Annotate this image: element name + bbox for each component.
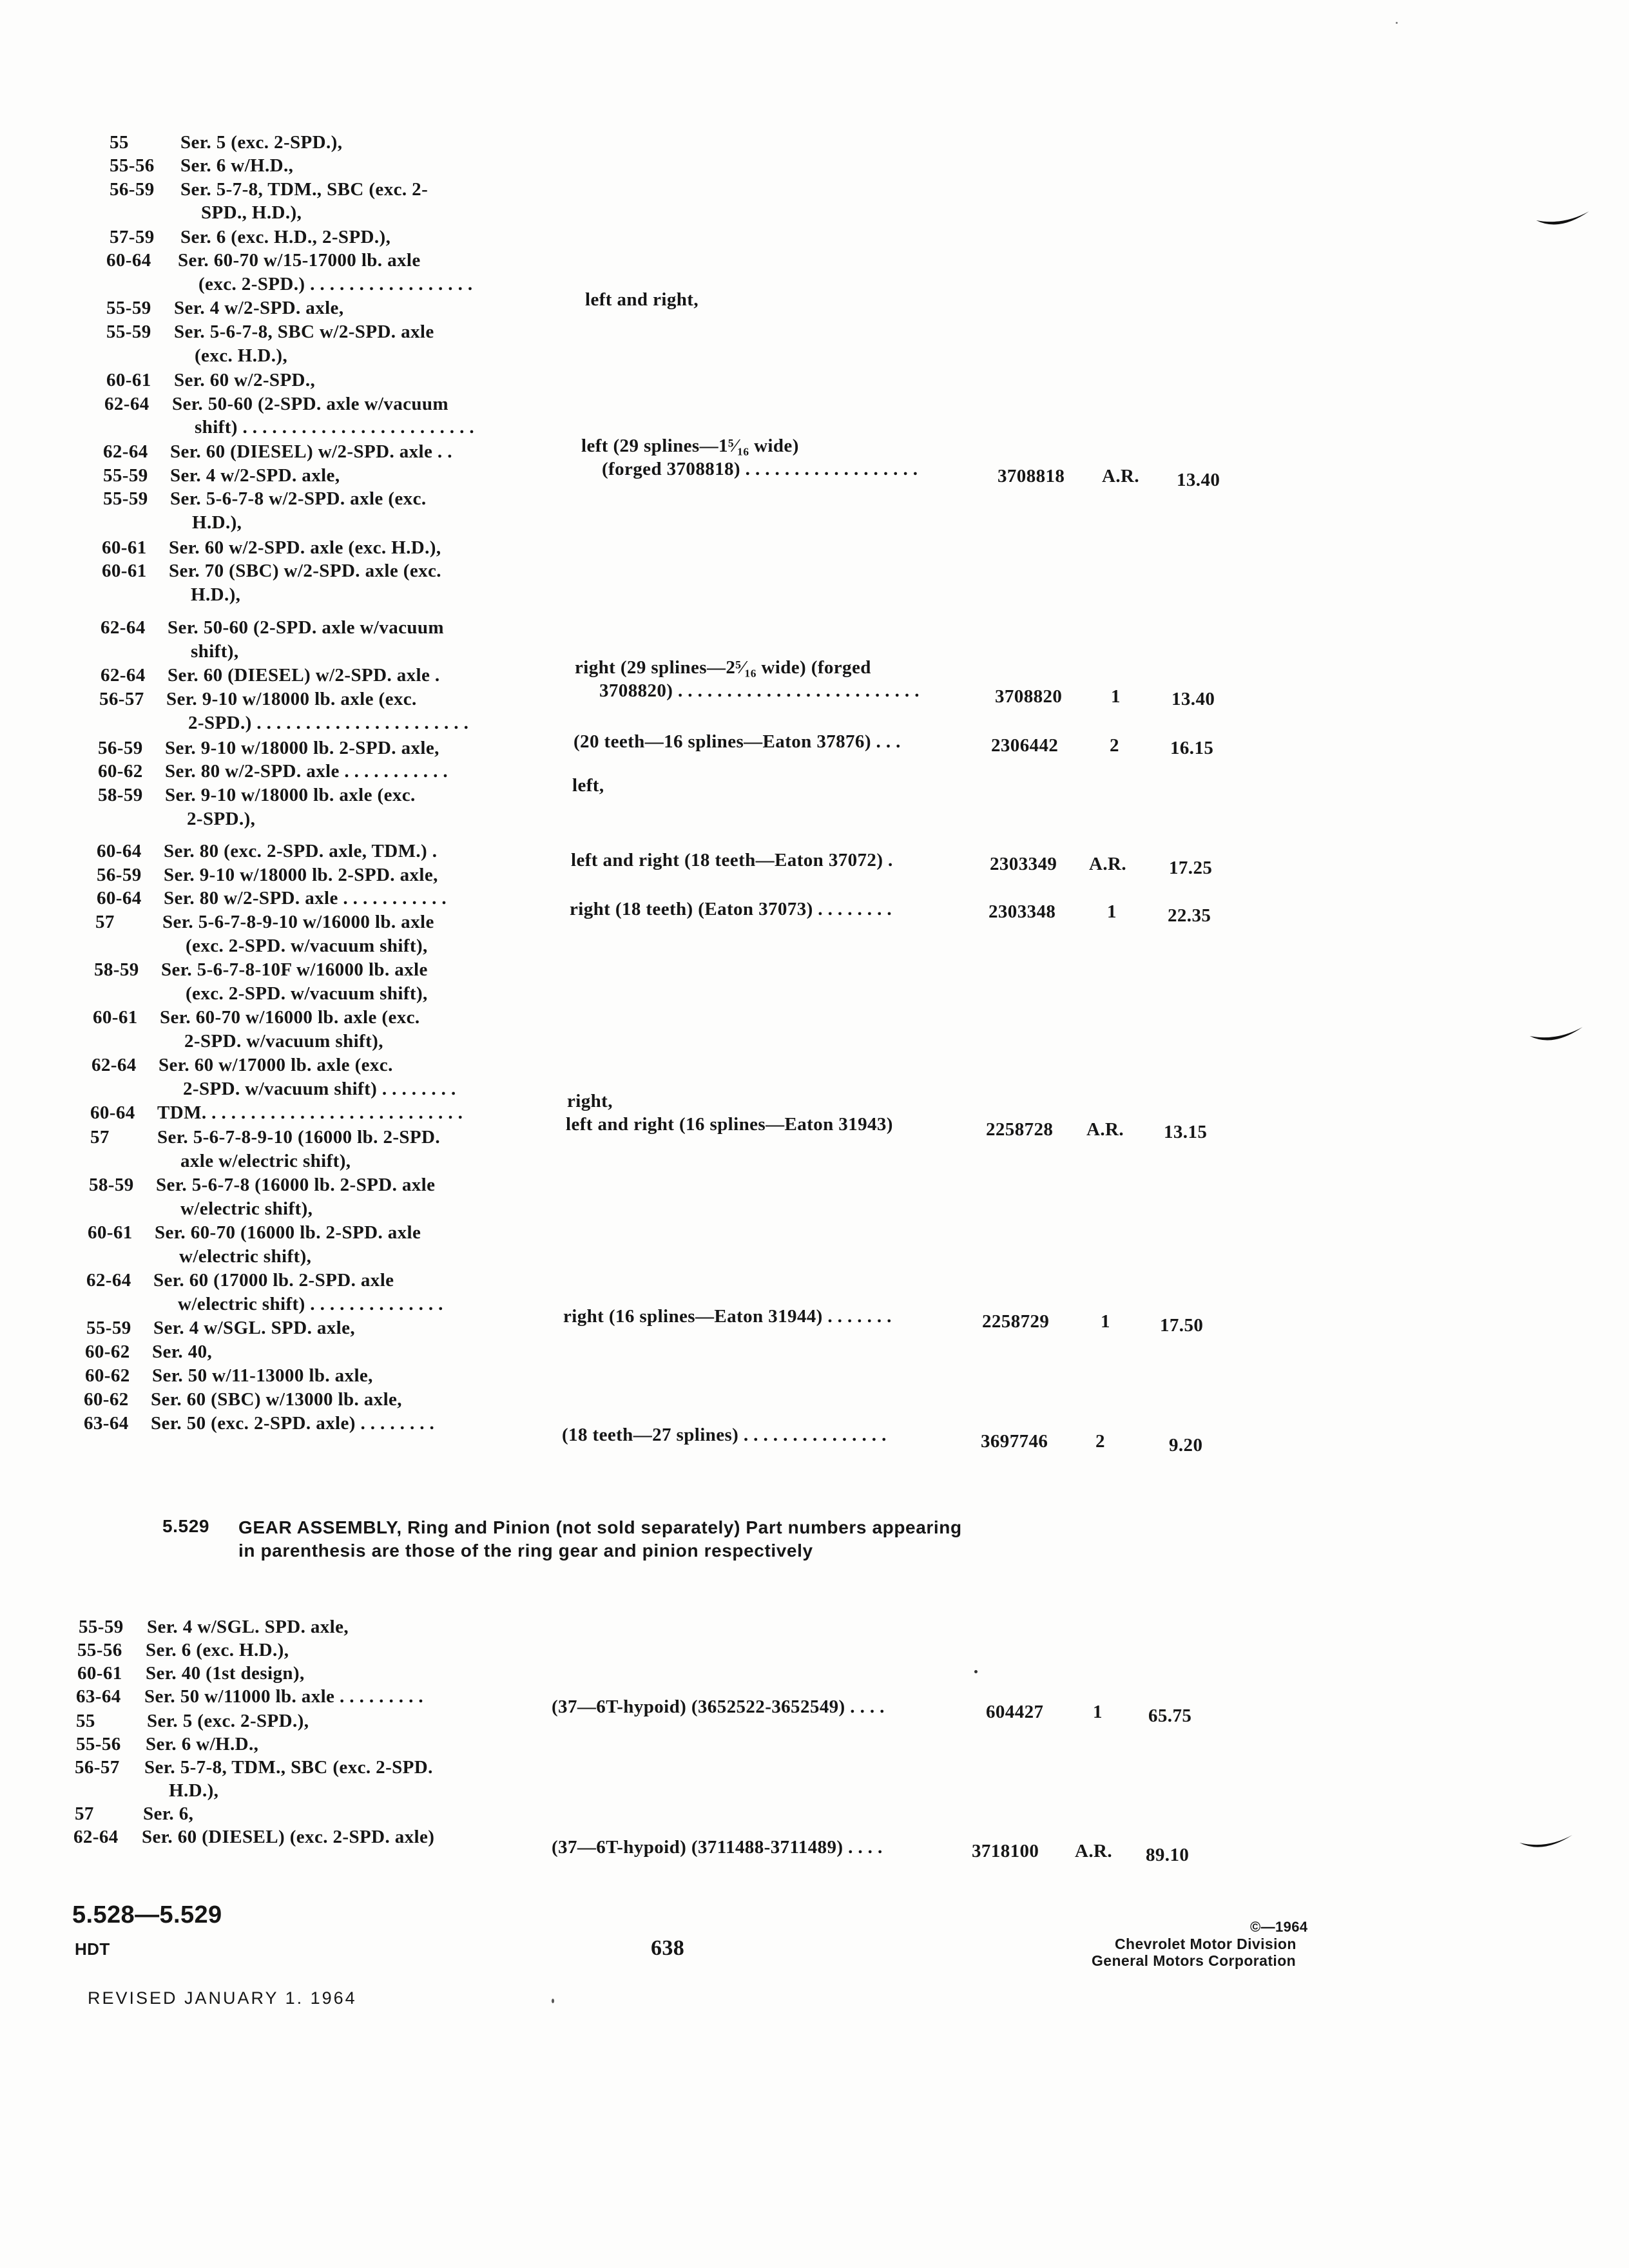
application-text: Ser. 60 (DIESEL) w/2-SPD. axle . <box>168 665 440 686</box>
page-number: 638 <box>651 1936 685 1960</box>
application-text: Ser. 6 w/H.D., <box>180 155 294 176</box>
edge-mark-icon <box>1527 1023 1585 1049</box>
application-text: Ser. 50 (exc. 2-SPD. axle) . . . . . . . . <box>151 1413 435 1434</box>
item-description: right (18 teeth) (Eaton 37073) . . . . . . . . <box>570 899 892 919</box>
corporation-name: General Motors Corporation <box>1092 1952 1296 1969</box>
quantity: 2 <box>1110 735 1119 756</box>
year-range: 57-59 <box>110 227 155 247</box>
application-text: Ser. 5-7-8, TDM., SBC (exc. 2- <box>180 179 429 200</box>
application-text: Ser. 6 (exc. H.D.), <box>146 1640 289 1660</box>
application-text: Ser. 60-70 w/15-17000 lb. axle <box>178 250 421 271</box>
application-text: shift), <box>191 641 239 662</box>
year-range: 62-64 <box>86 1270 131 1291</box>
year-range: 63-64 <box>84 1413 129 1434</box>
year-range: 55-59 <box>106 298 151 318</box>
application-text: Ser. 5-6-7-8 w/2-SPD. axle (exc. <box>170 488 427 509</box>
application-text: Ser. 80 w/2-SPD. axle . . . . . . . . . . . <box>164 888 447 908</box>
application-text: Ser. 9-10 w/18000 lb. axle (exc. <box>166 689 417 709</box>
application-text: axle w/electric shift), <box>180 1151 351 1171</box>
year-range: 62-64 <box>104 394 149 414</box>
item-description: 3708820) . . . . . . . . . . . . . . . . . . . . . . . . . <box>599 680 920 701</box>
application-text: Ser. 4 w/2-SPD. axle, <box>170 465 340 486</box>
application-text: (exc. 2-SPD. w/vacuum shift), <box>186 936 428 956</box>
year-range: 56-59 <box>110 179 155 200</box>
part-number: 3708820 <box>995 686 1063 707</box>
item-description: (37—6T-hypoid) (3711488-3711489) . . . . <box>552 1837 883 1858</box>
year-range: 55-59 <box>79 1617 124 1637</box>
application-text: Ser. 60 (SBC) w/13000 lb. axle, <box>151 1389 402 1410</box>
year-range: 60-64 <box>106 250 151 271</box>
application-text: Ser. 50 w/11000 lb. axle . . . . . . . . . <box>144 1686 424 1707</box>
quantity: 1 <box>1101 1311 1110 1332</box>
year-range: 56-57 <box>75 1757 120 1778</box>
application-text: Ser. 5-7-8, TDM., SBC (exc. 2-SPD. <box>144 1757 433 1778</box>
item-description: right, <box>567 1091 613 1111</box>
application-text: (exc. H.D.), <box>195 345 288 366</box>
revision-date: REVISED JANUARY 1. 1964 <box>88 1988 357 2008</box>
application-text: TDM. . . . . . . . . . . . . . . . . . . . . . . . . . . <box>157 1102 463 1123</box>
section-range: 5.528—5.529 <box>72 1901 222 1928</box>
section-number: 5.529 <box>162 1516 210 1536</box>
application-text: 2-SPD.) . . . . . . . . . . . . . . . . . . . . . . <box>188 713 469 733</box>
list-price: 17.25 <box>1169 858 1213 878</box>
application-text: H.D.), <box>169 1780 219 1801</box>
application-text: Ser. 6, <box>143 1803 194 1824</box>
quantity: A.R. <box>1075 1841 1112 1861</box>
quantity: A.R. <box>1102 466 1139 486</box>
application-text: H.D.), <box>192 512 242 533</box>
speck <box>552 1999 554 2003</box>
application-text: Ser. 60-70 (16000 lb. 2-SPD. axle <box>155 1222 421 1243</box>
part-number: 2258729 <box>982 1311 1050 1332</box>
item-description: (20 teeth—16 splines—Eaton 37876) . . . <box>574 731 901 752</box>
list-price: 89.10 <box>1146 1845 1190 1865</box>
speck <box>1396 22 1398 24</box>
application-text: w/electric shift) . . . . . . . . . . . . . . <box>178 1294 443 1314</box>
hdt-label: HDT <box>75 1939 110 1959</box>
item-description: (37—6T-hypoid) (3652522-3652549) . . . . <box>552 1696 885 1717</box>
speck <box>974 1670 978 1673</box>
list-price: 16.15 <box>1170 738 1214 758</box>
year-range: 62-64 <box>73 1827 119 1847</box>
application-text: Ser. 60 (DIESEL) w/2-SPD. axle . . <box>170 441 452 462</box>
year-range: 60-62 <box>85 1365 130 1386</box>
quantity: A.R. <box>1089 854 1126 874</box>
part-number: 2303349 <box>990 854 1057 874</box>
year-range: 60-61 <box>77 1663 122 1684</box>
application-text: Ser. 4 w/SGL. SPD. axle, <box>153 1318 356 1338</box>
application-text: Ser. 80 w/2-SPD. axle . . . . . . . . . . . <box>165 761 448 782</box>
year-range: 55 <box>76 1711 95 1731</box>
application-text: 2-SPD. w/vacuum shift) . . . . . . . . <box>183 1079 456 1099</box>
item-description: left and right, <box>585 289 699 310</box>
year-range: 55-59 <box>86 1318 131 1338</box>
year-range: 55-56 <box>110 155 155 176</box>
application-text: w/electric shift), <box>179 1246 312 1267</box>
year-range: 56-59 <box>97 865 142 885</box>
application-text: Ser. 70 (SBC) w/2-SPD. axle (exc. <box>169 561 441 581</box>
year-range: 55-59 <box>106 322 151 342</box>
part-number: 3708818 <box>998 466 1065 486</box>
year-range: 55-59 <box>103 465 148 486</box>
year-range: 57 <box>90 1127 110 1148</box>
year-range: 62-64 <box>92 1055 137 1075</box>
quantity: 1 <box>1093 1702 1103 1722</box>
year-range: 62-64 <box>101 617 146 638</box>
application-text: Ser. 50-60 (2-SPD. axle w/vacuum <box>172 394 448 414</box>
list-price: 13.15 <box>1164 1122 1208 1142</box>
application-text: Ser. 60 (DIESEL) (exc. 2-SPD. axle) <box>142 1827 435 1847</box>
year-range: 55 <box>110 132 129 153</box>
copyright: ©—1964 <box>1250 1919 1308 1935</box>
year-range: 60-61 <box>106 370 151 390</box>
part-number: 3697746 <box>981 1431 1048 1452</box>
part-number: 2306442 <box>991 735 1059 756</box>
application-text: Ser. 60 w/17000 lb. axle (exc. <box>159 1055 393 1075</box>
application-text: SPD., H.D.), <box>201 202 302 223</box>
year-range: 60-61 <box>102 561 147 581</box>
list-price: 13.40 <box>1171 689 1215 709</box>
quantity: 2 <box>1095 1431 1105 1452</box>
item-description: right (16 splines—Eaton 31944) . . . . . . . <box>563 1306 892 1327</box>
item-description: right (29 splines—2⁵⁄₁₆ wide) (forged <box>575 657 871 678</box>
application-text: shift) . . . . . . . . . . . . . . . . . . . . . . . . <box>195 417 475 437</box>
application-text: Ser. 50 w/11-13000 lb. axle, <box>152 1365 373 1386</box>
part-number: 2258728 <box>986 1119 1054 1140</box>
year-range: 60-61 <box>102 537 147 558</box>
application-text: Ser. 5-6-7-8-9-10 (16000 lb. 2-SPD. <box>157 1127 441 1148</box>
application-text: Ser. 5 (exc. 2-SPD.), <box>180 132 343 153</box>
application-text: Ser. 40, <box>152 1341 213 1362</box>
year-range: 60-61 <box>93 1007 138 1028</box>
application-text: Ser. 60 w/2-SPD., <box>174 370 316 390</box>
year-range: 56-59 <box>98 738 143 758</box>
application-text: 2-SPD.), <box>187 809 256 829</box>
list-price: 13.40 <box>1177 470 1220 490</box>
application-text: H.D.), <box>191 584 241 605</box>
application-text: w/electric shift), <box>180 1198 313 1219</box>
year-range: 60-62 <box>84 1389 129 1410</box>
application-text: Ser. 5-6-7-8 (16000 lb. 2-SPD. axle <box>156 1175 436 1195</box>
application-text: Ser. 6 w/H.D., <box>146 1734 259 1754</box>
section-subtitle: in parenthesis are those of the ring gear and pinion respectively <box>238 1541 813 1561</box>
division-name: Chevrolet Motor Division <box>1115 1936 1296 1952</box>
part-number: 3718100 <box>972 1841 1039 1861</box>
year-range: 62-64 <box>101 665 146 686</box>
item-description: (forged 3708818) . . . . . . . . . . . . . . . . . . <box>602 459 918 479</box>
list-price: 22.35 <box>1168 905 1211 926</box>
year-range: 60-64 <box>97 888 142 908</box>
application-text: Ser. 4 w/SGL. SPD. axle, <box>147 1617 349 1637</box>
year-range: 63-64 <box>76 1686 121 1707</box>
item-description: left and right (16 splines—Eaton 31943) <box>566 1114 893 1135</box>
year-range: 60-61 <box>88 1222 133 1243</box>
year-range: 58-59 <box>89 1175 134 1195</box>
application-text: Ser. 6 (exc. H.D., 2-SPD.), <box>180 227 391 247</box>
year-range: 60-64 <box>97 841 142 861</box>
list-price: 65.75 <box>1148 1706 1192 1726</box>
application-text: Ser. 9-10 w/18000 lb. 2-SPD. axle, <box>164 865 438 885</box>
item-description: left (29 splines—1⁵⁄₁₆ wide) <box>581 436 799 456</box>
year-range: 58-59 <box>98 785 143 805</box>
edge-mark-icon <box>1517 1831 1575 1857</box>
year-range: 57 <box>95 912 115 932</box>
application-text: Ser. 9-10 w/18000 lb. 2-SPD. axle, <box>165 738 439 758</box>
year-range: 55-56 <box>77 1640 122 1660</box>
year-range: 55-56 <box>76 1734 121 1754</box>
application-text: Ser. 60 w/2-SPD. axle (exc. H.D.), <box>169 537 441 558</box>
year-range: 56-57 <box>99 689 144 709</box>
application-text: Ser. 50-60 (2-SPD. axle w/vacuum <box>168 617 444 638</box>
year-range: 58-59 <box>94 959 139 980</box>
application-text: Ser. 9-10 w/18000 lb. axle (exc. <box>165 785 416 805</box>
application-text: Ser. 5-6-7-8-9-10 w/16000 lb. axle <box>162 912 434 932</box>
application-text: Ser. 80 (exc. 2-SPD. axle, TDM.) . <box>164 841 438 861</box>
item-description: left and right (18 teeth—Eaton 37072) . <box>571 850 893 870</box>
application-text: 2-SPD. w/vacuum shift), <box>184 1031 383 1052</box>
item-description: left, <box>572 775 604 796</box>
application-text: Ser. 40 (1st design), <box>146 1663 305 1684</box>
application-text: (exc. 2-SPD. w/vacuum shift), <box>186 983 428 1004</box>
year-range: 60-62 <box>85 1341 130 1362</box>
edge-mark-icon <box>1534 206 1592 232</box>
application-text: Ser. 60-70 w/16000 lb. axle (exc. <box>160 1007 420 1028</box>
year-range: 60-64 <box>90 1102 135 1123</box>
year-range: 62-64 <box>103 441 148 462</box>
part-number: 2303348 <box>988 901 1056 922</box>
part-number: 604427 <box>986 1702 1044 1722</box>
application-text: Ser. 5-6-7-8-10F w/16000 lb. axle <box>161 959 428 980</box>
year-range: 55-59 <box>103 488 148 509</box>
section-title: GEAR ASSEMBLY, Ring and Pinion (not sold separately) Part numbers appearing <box>238 1517 962 1537</box>
item-description: (18 teeth—27 splines) . . . . . . . . . . . . . . . <box>562 1425 887 1445</box>
application-text: Ser. 4 w/2-SPD. axle, <box>174 298 344 318</box>
quantity: A.R. <box>1086 1119 1124 1140</box>
list-price: 17.50 <box>1160 1315 1204 1336</box>
application-text: Ser. 5 (exc. 2-SPD.), <box>147 1711 309 1731</box>
application-text: (exc. 2-SPD.) . . . . . . . . . . . . . . . . . <box>198 274 473 294</box>
application-text: Ser. 60 (17000 lb. 2-SPD. axle <box>153 1270 394 1291</box>
year-range: 57 <box>75 1803 94 1824</box>
quantity: 1 <box>1107 901 1117 922</box>
application-text: Ser. 5-6-7-8, SBC w/2-SPD. axle <box>174 322 434 342</box>
year-range: 60-62 <box>98 761 143 782</box>
list-price: 9.20 <box>1169 1435 1203 1456</box>
quantity: 1 <box>1111 686 1121 707</box>
